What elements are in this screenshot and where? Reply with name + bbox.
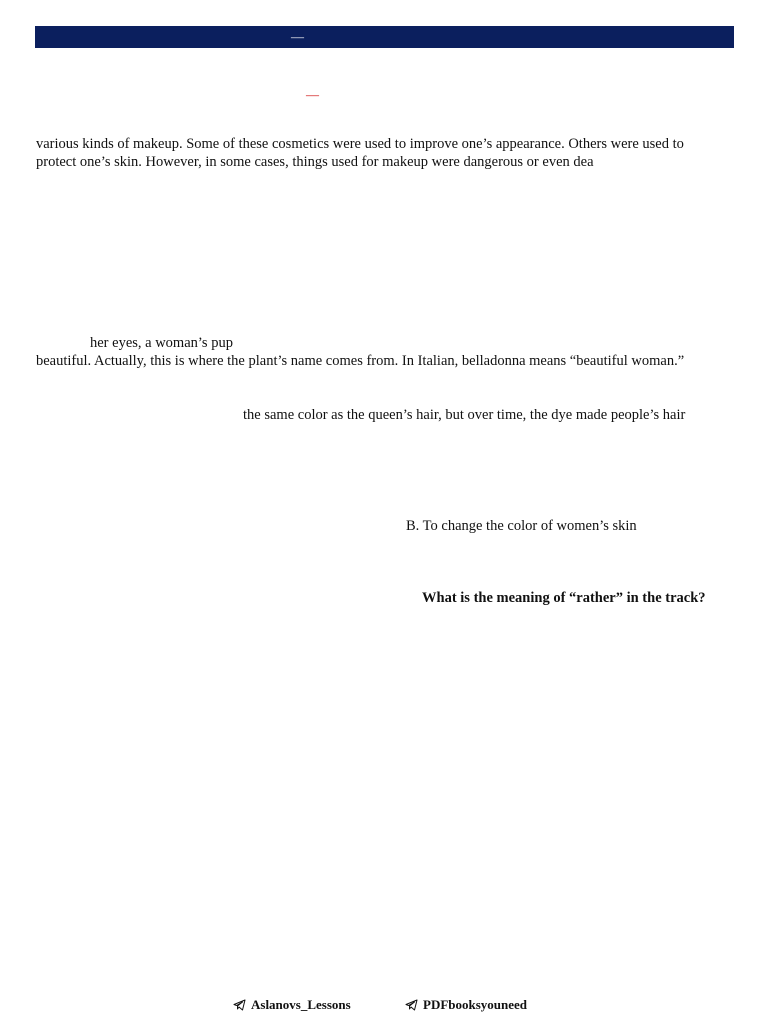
footer-channel-pdfbooks[interactable] <box>405 996 527 1014</box>
telegram-plane-icon <box>233 999 246 1011</box>
footer-channel-1-label: Aslanovs_Lessons <box>251 997 351 1012</box>
header-dash: — <box>291 29 304 44</box>
header-bar <box>35 26 734 48</box>
red-dash-marker: — <box>306 87 319 102</box>
answer-option-b: B. To change the color of women’s skin <box>406 518 637 534</box>
paragraph-2-line-2: beautiful. Actually, this is where the plant’s name comes from. In Italian, belladonna means “beautiful woman.” <box>36 353 685 369</box>
paragraph-1-line-1: various kinds of makeup. Some of these cosmetics were used to improve one’s appearance. Others were used to <box>36 136 684 152</box>
question-heading: What is the meaning of “rather” in the track? <box>422 590 706 606</box>
paragraph-3-line-1: the same color as the queen’s hair, but over time, the dye made people’s hair <box>243 407 686 423</box>
footer-channel-aslanovs[interactable] <box>233 996 351 1014</box>
telegram-plane-icon <box>405 999 418 1011</box>
paragraph-2-line-1: her eyes, a woman’s pup <box>90 335 233 351</box>
paragraph-1-line-2: protect one’s skin. However, in some cases, things used for makeup were dangerous or even dea <box>36 154 594 170</box>
footer-channel-2-label: PDFbooksyouneed <box>423 997 528 1012</box>
